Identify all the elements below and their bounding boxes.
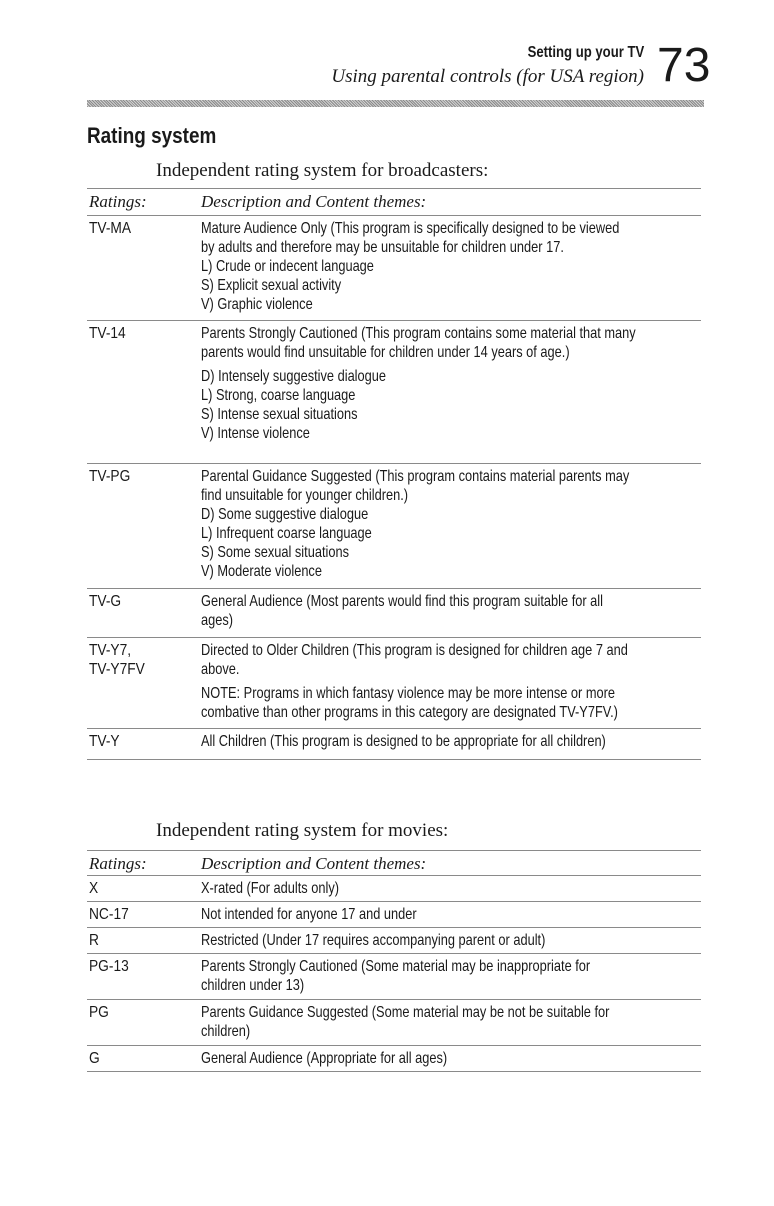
rating-code-line: PG — [89, 1004, 109, 1021]
rating-code-line: TV-Y — [89, 733, 120, 750]
chapter-title: Setting up your TV — [527, 44, 644, 61]
rating-code-line: TV-14 — [89, 325, 126, 342]
table-row — [87, 1000, 701, 1046]
page-number: 73 — [657, 39, 711, 92]
content-theme: S) Explicit sexual activity — [201, 277, 342, 294]
description-line: by adults and therefore may be unsuitable for children under 17. — [201, 239, 564, 256]
rating-description — [201, 324, 636, 443]
content-theme: V) Intense violence — [201, 425, 310, 442]
tv-ratings-table — [87, 188, 701, 760]
tv-ratings-intro: Independent rating system for broadcasters: — [156, 160, 489, 181]
description-line: Restricted (Under 17 requires accompanying parent or adult) — [201, 932, 546, 949]
description-line: find unsuitable for younger children.) — [201, 487, 409, 504]
table-row — [87, 321, 701, 464]
rating-code-line: TV-Y7FV — [89, 661, 145, 678]
content-theme: D) Some suggestive dialogue — [201, 506, 369, 523]
rating-description — [201, 905, 417, 924]
header-divider — [87, 100, 704, 107]
table-row — [87, 876, 701, 902]
rating-code-line: X — [89, 880, 99, 897]
rating-description — [201, 641, 628, 722]
description-line: Mature Audience Only (This program is specifically designed to be viewed — [201, 220, 620, 237]
rating-code-line: TV-G — [89, 593, 122, 610]
table-row — [87, 638, 701, 729]
content-theme: L) Infrequent coarse language — [201, 525, 372, 542]
table-row — [87, 464, 701, 589]
description-line: X-rated (For adults only) — [201, 880, 340, 897]
table-row — [87, 954, 701, 1000]
rating-code-line: R — [89, 932, 99, 949]
rating-description — [201, 219, 619, 314]
content-theme: D) Intensely suggestive dialogue — [201, 368, 386, 385]
description-line: children) — [201, 1023, 251, 1040]
rating-note: combative than other programs in this category are designated TV-Y7FV.) — [201, 704, 618, 721]
rating-code-line: G — [89, 1050, 100, 1067]
section-heading: Rating system — [87, 123, 217, 148]
description-line: above. — [201, 661, 240, 678]
content-theme: S) Intense sexual situations — [201, 406, 358, 423]
rating-description — [201, 732, 606, 751]
movie-ratings-col-description: Description and Content themes: — [201, 854, 427, 873]
rating-description — [201, 592, 603, 630]
rating-description — [201, 879, 339, 898]
description-line: ages) — [201, 612, 234, 629]
content-theme: L) Strong, coarse language — [201, 387, 356, 404]
table-row — [87, 729, 701, 760]
rating-description — [201, 931, 545, 950]
rating-code — [89, 931, 99, 950]
tv-ratings-col-description: Description and Content themes: — [201, 192, 427, 211]
rating-code — [89, 1049, 100, 1068]
section-subtitle: Using parental controls (for USA region) — [331, 66, 644, 87]
rating-description — [201, 957, 590, 995]
movie-ratings-intro: Independent rating system for movies: — [156, 820, 449, 841]
description-line: All Children (This program is designed to be appropriate for all children) — [201, 733, 606, 750]
rating-code — [89, 324, 126, 343]
table-row — [87, 928, 701, 954]
description-line: children under 13) — [201, 977, 305, 994]
content-theme: V) Moderate violence — [201, 563, 322, 580]
description-line: Parents Guidance Suggested (Some material may be not be suitable for — [201, 1004, 610, 1021]
rating-description — [201, 1049, 447, 1068]
content-theme: S) Some sexual situations — [201, 544, 349, 561]
rating-code-line: TV-MA — [89, 220, 132, 237]
description-line: General Audience (Appropriate for all ages) — [201, 1050, 448, 1067]
movie-ratings-header-row — [87, 850, 701, 876]
content-theme: L) Crude or indecent language — [201, 258, 374, 275]
rating-description — [201, 1003, 609, 1041]
description-line: General Audience (Most parents would find this program suitable for all — [201, 593, 603, 610]
description-line: Not intended for anyone 17 and under — [201, 906, 417, 923]
description-line: Parental Guidance Suggested (This program contains material parents may — [201, 468, 630, 485]
rating-note: NOTE: Programs in which fantasy violence may be more intense or more — [201, 685, 616, 702]
content-theme: V) Graphic violence — [201, 296, 313, 313]
movie-ratings-col-rating: Ratings: — [89, 854, 147, 873]
rating-code — [89, 879, 98, 898]
tv-ratings-header-row — [87, 188, 701, 216]
table-row — [87, 902, 701, 928]
rating-code — [89, 1003, 109, 1022]
rating-code — [89, 957, 129, 976]
movie-ratings-table — [87, 850, 701, 1072]
rating-code-line: TV-Y7, — [89, 642, 132, 659]
page-header — [0, 0, 774, 110]
rating-code — [89, 641, 145, 679]
description-line: Directed to Older Children (This program is designed for children age 7 and — [201, 642, 628, 659]
rating-code — [89, 905, 129, 924]
rating-code — [89, 732, 120, 751]
rating-code — [89, 467, 130, 486]
description-line: Parents Strongly Cautioned (Some material may be inappropriate for — [201, 958, 591, 975]
rating-code — [89, 592, 121, 611]
table-row — [87, 589, 701, 638]
table-row — [87, 216, 701, 321]
rating-description — [201, 467, 629, 581]
rating-code-line: TV-PG — [89, 468, 131, 485]
rating-code-line: NC-17 — [89, 906, 129, 923]
tv-ratings-col-rating: Ratings: — [89, 192, 147, 211]
table-row — [87, 1046, 701, 1072]
rating-code-line: PG-13 — [89, 958, 129, 975]
description-line: Parents Strongly Cautioned (This program contains some material that many — [201, 325, 636, 342]
rating-code — [89, 219, 131, 238]
description-line: parents would find unsuitable for children under 14 years of age.) — [201, 344, 570, 361]
